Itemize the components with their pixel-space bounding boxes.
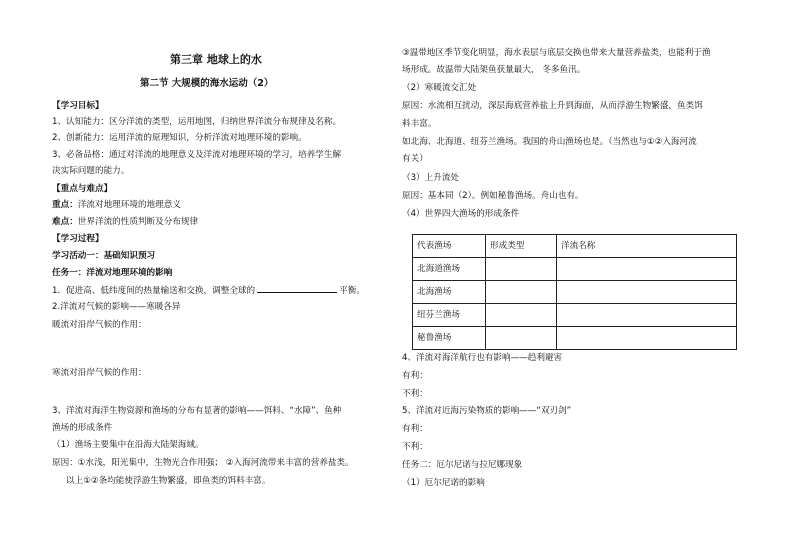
difficulty-text: 世界洋流的性质判断及分布规律 bbox=[77, 217, 199, 227]
key-text: 洋流对地理环境的地理意义 bbox=[77, 200, 181, 210]
table-cell: 北海道渔场 bbox=[413, 258, 486, 281]
table-row bbox=[413, 258, 737, 281]
example-2-line-1: 如北海、北海道、纽芬兰渔场。我国的舟山渔场也是。（当然也与①②入海河流 bbox=[402, 137, 697, 147]
difficulty-point bbox=[52, 215, 198, 230]
table-header: 洋流名称 bbox=[557, 235, 737, 258]
table-cell: 北海渔场 bbox=[413, 281, 486, 304]
item-4: 4、洋流对海洋航行也有影响——趋利避害 bbox=[402, 353, 563, 363]
task-2-heading: 任务二：厄尔尼诺与拉尼娜现象 bbox=[402, 460, 523, 470]
favor-1: 有利： bbox=[402, 371, 428, 381]
table-cell-empty[interactable] bbox=[486, 258, 557, 281]
reason-2-line-1: 原因：水流相互扰动，深层海底营养盐上升到海面，从而浮游生物繁盛，鱼类饵 bbox=[402, 101, 703, 111]
unfavor-1: 不利： bbox=[402, 389, 428, 399]
table-cell-empty[interactable] bbox=[557, 304, 737, 327]
key-label: 重点： bbox=[52, 200, 78, 210]
key-heading: 【重点与难点】 bbox=[52, 184, 113, 194]
example-2-line-2: 有关） bbox=[402, 154, 428, 164]
activity-1-heading: 学习活动一：基础知识预习 bbox=[52, 251, 156, 261]
reason-2-line-2: 料丰富。 bbox=[402, 119, 437, 129]
goal-1: 1、认知能力：区分洋流的类型，运用地图，归纳世界洋流分布规律及名称。 bbox=[52, 117, 342, 127]
reason-1-cont: 以上①②条均能使浮游生物繁盛，即鱼类的饵料丰富。 bbox=[66, 476, 271, 486]
table-row bbox=[413, 281, 737, 304]
item-3-line-1: 3、洋流对海洋生物资源和渔场的分布有显著的影响——饵料、“水障”、鱼种 bbox=[52, 406, 342, 416]
table-cell-empty[interactable] bbox=[557, 281, 737, 304]
chapter-title: 第三章 地球上的水 bbox=[170, 53, 262, 66]
table-row bbox=[413, 304, 737, 327]
right-line-2: 场形成。故温带大陆架鱼获量最大， 冬多鱼汛。 bbox=[402, 65, 586, 75]
warm-current-question: 暖流对沿岸气候的作用： bbox=[52, 320, 147, 330]
goals-heading: 【学习目标】 bbox=[52, 101, 104, 111]
item-1 bbox=[52, 283, 365, 299]
item-3-line-2: 渔场的形成条件 bbox=[52, 423, 113, 433]
table-cell: 秘鲁渔场 bbox=[413, 327, 486, 350]
right-line-1: ③温带地区季节变化明显，海水表层与底层交换也带来大量营养盐类，也能利于渔 bbox=[402, 48, 711, 58]
difficulty-label: 难点： bbox=[52, 217, 78, 227]
sub-item-5: （1）厄尔尼诺的影响 bbox=[402, 478, 485, 488]
sub-item-1: （1）渔场主要集中在沿海大陆架海域。 bbox=[52, 440, 204, 450]
item-5: 5、洋流对近海污染物质的影响——“双刃剑” bbox=[402, 406, 572, 416]
goal-2: 2、创新能力：运用洋流的原理知识，分析洋流对地理环境的影响。 bbox=[52, 133, 307, 143]
item-2: 2.洋流对气候的影响——寒暖各异 bbox=[52, 302, 181, 312]
task-1-heading: 任务一：洋流对地理环境的影响 bbox=[52, 268, 173, 278]
favor-2: 有利： bbox=[402, 424, 428, 434]
sub-item-3: （3）上升流处 bbox=[402, 173, 460, 183]
table-cell-empty[interactable] bbox=[486, 304, 557, 327]
item-1-end: 平衡。 bbox=[339, 286, 365, 296]
fishery-table bbox=[412, 234, 737, 350]
table-row bbox=[413, 327, 737, 350]
table-cell-empty[interactable] bbox=[557, 258, 737, 281]
cold-current-question: 寒流对沿岸气候的作用： bbox=[52, 368, 147, 378]
item-1-text: 1．促进高、低纬度间的热量输送和交换，调整全球的 bbox=[52, 286, 256, 296]
sub-item-4: （4）世界四大渔场的形成条件 bbox=[402, 209, 520, 219]
table-cell-empty[interactable] bbox=[486, 327, 557, 350]
table-cell-empty[interactable] bbox=[486, 281, 557, 304]
table-header: 形成类型 bbox=[486, 235, 557, 258]
process-heading: 【学习过程】 bbox=[52, 234, 104, 244]
section-title: 第二节 大规模的海水运动（2） bbox=[140, 78, 274, 89]
fill-blank bbox=[257, 283, 337, 293]
reason-1: 原因：①水浅，阳光集中，生物光合作用强； ②入海河流带来丰富的营养盐类。 bbox=[52, 458, 354, 468]
key-point bbox=[52, 198, 181, 213]
reason-3: 原因：基本同（2）。例如秘鲁渔场。舟山也有。 bbox=[402, 191, 584, 201]
table-header: 代表渔场 bbox=[413, 235, 486, 258]
sub-item-2: （2）寒暖流交汇处 bbox=[402, 83, 477, 93]
table-header-row bbox=[413, 235, 737, 258]
goal-3-line-2: 决实际问题的能力。 bbox=[52, 166, 130, 176]
table-cell: 纽芬兰渔场 bbox=[413, 304, 486, 327]
goal-3-line-1: 3、必备品格：通过对洋流的地理意义及洋流对地理环境的学习，培养学生解 bbox=[52, 150, 342, 160]
unfavor-2: 不利： bbox=[402, 442, 428, 452]
table-cell-empty[interactable] bbox=[557, 327, 737, 350]
